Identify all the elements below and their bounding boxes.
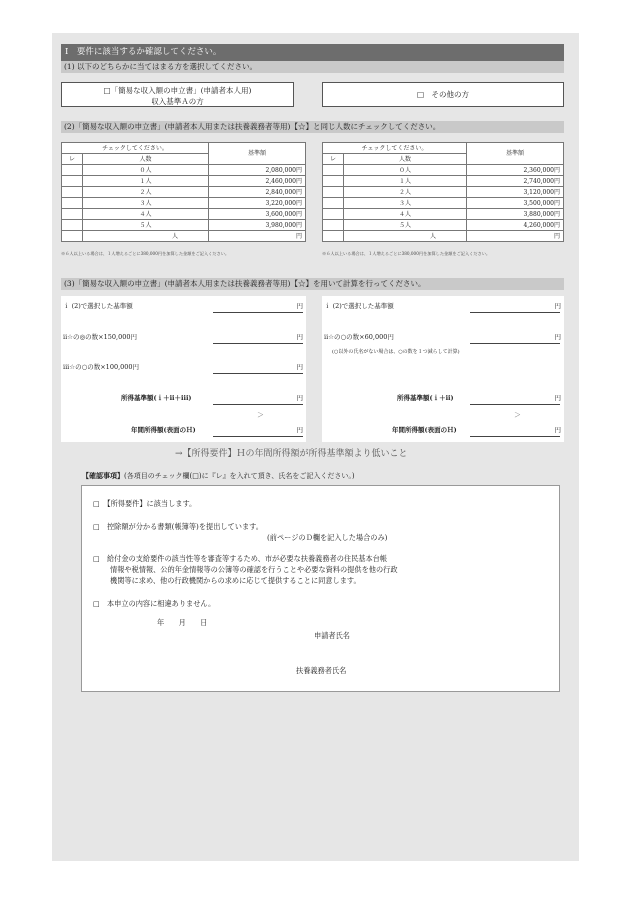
calc-ii-yen[interactable]: 円 bbox=[296, 333, 303, 341]
calc-i-yen[interactable]: 円 bbox=[296, 302, 303, 310]
check-cell[interactable] bbox=[62, 231, 83, 242]
subsection-1-heading: (1) 以下のどちらかに当てはまる方を選択してください。 bbox=[61, 61, 564, 73]
table-row[interactable]: １人 2,740,000円 bbox=[323, 176, 564, 187]
income-table-left bbox=[61, 142, 306, 242]
income-table-right bbox=[322, 142, 564, 242]
table-row[interactable]: ３人 3,500,000円 bbox=[323, 198, 564, 209]
table-row[interactable]: ２人 2,840,000円 bbox=[62, 187, 306, 198]
confirm-item-consent-line3: 機関等に求め、他の行政機関からの求めに応じて提供することに同意します。 bbox=[110, 576, 361, 585]
calc-annual-yen[interactable]: 円 bbox=[554, 426, 561, 434]
option-income-a-line1: □「簡易な収入額の申立書」(申請者本人用) bbox=[103, 86, 252, 95]
calc-annual-yen[interactable]: 円 bbox=[296, 426, 303, 434]
check-cell[interactable] bbox=[323, 198, 344, 209]
greater-than-symbol: ＞ bbox=[257, 411, 264, 419]
table-row[interactable]: ４人 3,880,000円 bbox=[323, 209, 564, 220]
check-cell[interactable] bbox=[62, 209, 83, 220]
confirm-heading bbox=[82, 471, 355, 481]
subsection-3-heading: (3)「簡易な収入額の申立書」(申請者本人用または扶養義務者等用)【☆】を用いて計算を行ってください。 bbox=[61, 278, 564, 290]
option-income-a-line2: 収入基準Ａの方 bbox=[151, 97, 204, 106]
confirm-item-truth[interactable]: □ 本申立の内容に相違ありません。 bbox=[93, 599, 216, 608]
table-row[interactable]: ０人 2,080,000円 bbox=[62, 165, 306, 176]
calc-panel-left bbox=[61, 296, 306, 442]
confirm-item-consent-line2: 情報や税情報、公的年金情報等の公簿等の確認を行うことや必要な資料の提供を他の行政 bbox=[110, 565, 398, 574]
calc-sum-yen[interactable]: 円 bbox=[554, 394, 561, 402]
section-title: Ⅰ 要件に該当するか確認してください。 bbox=[61, 44, 564, 61]
table-row[interactable]: 人 円 bbox=[62, 231, 306, 242]
count-header: 人数 bbox=[344, 154, 467, 165]
income-requirement-conclusion: →【所得要件】Ｈの年間所得額が所得基準額より低いこと bbox=[175, 449, 408, 459]
check-cell[interactable] bbox=[323, 176, 344, 187]
table-right-note: ※６人以上いる場合は、１人増えるごとに380,000円を加算した金額をご記入ください。 bbox=[322, 251, 491, 256]
table-row[interactable]: ３人 3,220,000円 bbox=[62, 198, 306, 209]
base-header: 基準額 bbox=[209, 143, 306, 165]
calc-annual-label: 年間所得額(表面のＨ) bbox=[131, 426, 196, 434]
table-row[interactable]: １人 2,460,000円 bbox=[62, 176, 306, 187]
confirm-box bbox=[81, 485, 560, 692]
check-cell[interactable] bbox=[323, 220, 344, 231]
calc-i-yen[interactable]: 円 bbox=[554, 302, 561, 310]
check-header: チェックしてください。 bbox=[62, 143, 209, 154]
count-header: 人数 bbox=[83, 154, 209, 165]
calc-i-label: ｉ (2)で選択した基準額 bbox=[63, 302, 133, 310]
check-cell[interactable] bbox=[62, 187, 83, 198]
calc-iii-label: iii☆の○の数×100,000円 bbox=[63, 363, 140, 371]
table-row[interactable]: ０人 2,360,000円 bbox=[323, 165, 564, 176]
calc-ii-label: ii☆の◎の数×150,000円 bbox=[63, 333, 137, 341]
option-income-a[interactable] bbox=[61, 82, 294, 107]
confirm-item-consent-line1[interactable]: □ 給付金の支給要件の該当性等を審査等するため、市が必要な扶養義務者の住民基本台帳 bbox=[93, 554, 388, 563]
check-cell[interactable] bbox=[62, 176, 83, 187]
table-row[interactable]: ２人 3,120,000円 bbox=[323, 187, 564, 198]
option-other[interactable] bbox=[322, 82, 564, 107]
check-cell[interactable] bbox=[323, 231, 344, 242]
calc-sum-label: 所得基準額(ｉ＋ii＋iii) bbox=[121, 394, 192, 402]
table-row[interactable]: ５人 4,260,000円 bbox=[323, 220, 564, 231]
check-cell[interactable] bbox=[62, 198, 83, 209]
option-other-label: □ その他の方 bbox=[416, 90, 470, 99]
check-cell[interactable] bbox=[323, 187, 344, 198]
check-cell[interactable] bbox=[62, 165, 83, 176]
calc-annual-label: 年間所得額(表面のＨ) bbox=[392, 426, 457, 434]
confirm-heading-instruction: (各項目のチェック欄(□)に『レ』を入れて頂き、氏名をご記入ください。) bbox=[124, 472, 355, 480]
table-row[interactable]: 人 円 bbox=[323, 231, 564, 242]
calc-panel-right bbox=[322, 296, 564, 442]
calc-sum-yen[interactable]: 円 bbox=[296, 394, 303, 402]
confirm-item-income[interactable]: □ 【所得要件】に該当します。 bbox=[93, 499, 197, 508]
check-cell[interactable] bbox=[323, 209, 344, 220]
calc-ii-note: (○以外の氏名がない場合は、○の数を１つ減らして計算) bbox=[332, 349, 460, 355]
check-header: チェックしてください。 bbox=[323, 143, 467, 154]
check-cell[interactable] bbox=[323, 165, 344, 176]
table-left-note: ※６人以上いる場合は、１人増えるごとに380,000円を加算した金額をご記入ください。 bbox=[61, 251, 230, 256]
table-row[interactable]: ４人 3,600,000円 bbox=[62, 209, 306, 220]
table-row[interactable]: ５人 3,980,000円 bbox=[62, 220, 306, 231]
base-header: 基準額 bbox=[467, 143, 564, 165]
calc-sum-label: 所得基準額(ｉ＋ii) bbox=[397, 394, 454, 402]
guardian-name-label: 扶養義務者氏名 bbox=[296, 666, 347, 675]
applicant-name-label: 申請者氏名 bbox=[314, 631, 350, 640]
calc-iii-yen[interactable]: 円 bbox=[296, 363, 303, 371]
greater-than-symbol: ＞ bbox=[514, 411, 521, 419]
check-column-header: レ bbox=[62, 154, 83, 165]
calc-i-label: ｉ (2)で選択した基準額 bbox=[324, 302, 394, 310]
date-field[interactable]: 年 月 日 bbox=[157, 618, 208, 627]
check-column-header: レ bbox=[323, 154, 344, 165]
confirm-heading-title: 【確認事項】 bbox=[82, 471, 124, 480]
confirm-item-deduction[interactable]: □ 控除額が分かる書類(帳簿等)を提出しています。 bbox=[93, 522, 263, 531]
check-cell[interactable] bbox=[62, 220, 83, 231]
confirm-item-deduction-note: (前ページのＤ欄を記入した場合のみ) bbox=[267, 533, 388, 542]
calc-ii-label: ii☆の○の数×60,000円 bbox=[324, 333, 394, 341]
calc-ii-yen[interactable]: 円 bbox=[554, 333, 561, 341]
subsection-2-heading: (2)「簡易な収入額の申立書」(申請者本人用または扶養義務者等用)【☆】と同じ人数にチェックしてください。 bbox=[61, 121, 564, 133]
